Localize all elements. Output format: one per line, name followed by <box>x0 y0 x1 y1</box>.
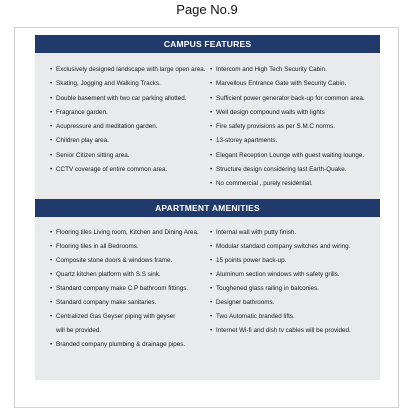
list-item: • Acupressure and meditation garden. <box>50 123 205 130</box>
campus-features-heading: CAMPUS FEATURES <box>35 35 380 53</box>
list-item: • Sufficient power generator back-up for common area. <box>210 95 365 102</box>
apartment-amenities-right-list <box>210 229 351 341</box>
list-item: • Two Automatic branded lifts. <box>210 313 351 320</box>
list-item: • Well design compound walls with lights <box>210 109 365 116</box>
list-item: • 13-storey apartments. <box>210 137 365 144</box>
list-item: • 15 points power back-up. <box>210 257 351 264</box>
list-item-text: Quartz kitchen platform with S.S sink. <box>56 271 161 278</box>
list-item: • Designer bathrooms. <box>210 299 351 306</box>
list-item-text: Flooring tiles in all Bedrooms. <box>56 243 139 250</box>
list-item: • Senior Citizen sitting area. <box>50 152 205 159</box>
list-item-text: Standard company make C.P bathroom fittings. <box>56 285 189 292</box>
list-item <box>50 341 199 348</box>
list-item <box>50 299 199 306</box>
list-item: • Marvellous Entrance Gate with Security Cabin. <box>210 80 365 87</box>
list-item-text: Branded company plumbing & drainage pipes. <box>56 341 186 348</box>
list-item-text: Flooring tiles Living room, Kitchen and Dining Area. <box>56 229 199 236</box>
list-item: • Children play area. <box>50 137 205 144</box>
list-item: • Exclusively designed landscape with large open area. <box>50 66 205 73</box>
list-item <box>50 229 199 236</box>
list-item <box>50 313 199 334</box>
campus-features-right-list <box>210 66 365 195</box>
list-item <box>50 257 199 264</box>
list-item: • Fire safety provisions as per S.M.C norms. <box>210 123 365 130</box>
list-item: • Elegant Reception Lounge with guest waiting lounge. <box>210 152 365 159</box>
list-item <box>50 243 199 250</box>
list-item: • Modular standard company switches and wiring. <box>210 243 351 250</box>
list-item-text: Composite stone doors & windows frame. <box>56 257 173 264</box>
list-item-text-continued: will be provided. <box>56 327 102 334</box>
list-item: • Double basement with two car parking allotted. <box>50 95 205 102</box>
list-item-text: • Centralized Gas Geyser piping with geyser <box>56 313 176 320</box>
list-item: • Aluminum section windows with safety grills. <box>210 271 351 278</box>
list-item: • Toughened glass railing in balconies. <box>210 285 351 292</box>
list-item <box>50 271 199 278</box>
apartment-amenities-heading: APARTMENT AMENITIES <box>35 199 380 217</box>
list-item: • No commercial , purely residential. <box>210 180 365 187</box>
campus-features-left-list <box>50 66 205 180</box>
list-item: • Fragrance garden. <box>50 109 205 116</box>
list-item-text: Standard company make sanitaries. <box>56 299 157 306</box>
list-item: • Internal wall with putty finish. <box>210 229 351 236</box>
page-number: Page No.9 <box>176 2 238 17</box>
list-item: • Internet Wi-fi and dish tv cables will be provided. <box>210 327 351 334</box>
list-item: • Intercom and High Tech Security Cabin. <box>210 66 365 73</box>
list-item: • CCTV coverage of entire common area. <box>50 166 205 173</box>
list-item: • Structure design considering last Earth-Quake. <box>210 166 365 173</box>
apartment-amenities-left-list <box>50 229 199 355</box>
list-item <box>50 285 199 292</box>
list-item: • Skating, Jogging and Walking Tracks. <box>50 80 205 87</box>
